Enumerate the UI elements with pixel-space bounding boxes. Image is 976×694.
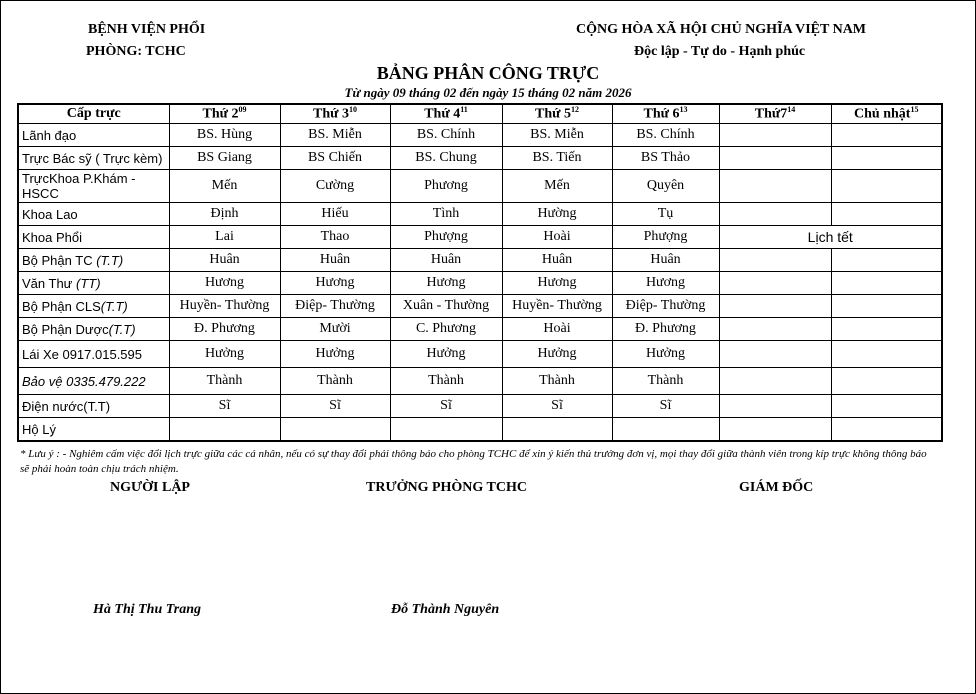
- table-cell: Huân: [390, 249, 502, 272]
- day-header: Thứ $3^{10}$: [280, 104, 390, 124]
- table-cell: [390, 418, 502, 442]
- table-cell: Huân: [280, 249, 390, 272]
- table-cell: [719, 203, 831, 226]
- row-label: Bảo vệ 0335.479.222: [18, 368, 169, 395]
- table-cell: Huyền- Thường: [169, 295, 280, 318]
- table-cell: [719, 341, 831, 368]
- table-row: [18, 272, 942, 295]
- table-cell: Đ. Phương: [169, 318, 280, 341]
- table-cell: Huyền- Thường: [502, 295, 612, 318]
- table-row: [18, 124, 942, 147]
- table-cell: Hương: [612, 272, 719, 295]
- department-name: PHÒNG: TCHC: [86, 44, 186, 59]
- creator-title: NGƯỜI LẬP: [110, 480, 190, 495]
- table-cell: [831, 368, 942, 395]
- table-cell: [831, 341, 942, 368]
- table-row: [18, 295, 942, 318]
- table-cell: Hoài: [502, 226, 612, 249]
- table-cell: Thành: [612, 368, 719, 395]
- table-cell: [719, 395, 831, 418]
- table-cell: Điệp- Thường: [280, 295, 390, 318]
- table-cell: Sĩ: [502, 395, 612, 418]
- head-name: Đỗ Thành Nguyên: [391, 602, 500, 617]
- table-row: [18, 395, 942, 418]
- table-cell: Xuân - Thường: [390, 295, 502, 318]
- table-cell: Phương: [390, 170, 502, 203]
- holiday-schedule-cell: Lịch tết: [719, 226, 942, 249]
- table-cell: [719, 295, 831, 318]
- table-cell: Hưởng: [169, 341, 280, 368]
- table-cell: BS. Chính: [390, 124, 502, 147]
- table-cell: Thành: [280, 368, 390, 395]
- row-label: TrựcKhoa P.Khám - HSCC: [18, 170, 169, 203]
- day-header: Chủ nhật$^{15}$: [831, 104, 942, 124]
- table-cell: Phượng: [612, 226, 719, 249]
- table-cell: [719, 249, 831, 272]
- table-cell: [719, 124, 831, 147]
- table-cell: [831, 272, 942, 295]
- table-cell: BS Chiến: [280, 147, 390, 170]
- table-cell: Hưởng: [612, 341, 719, 368]
- table-cell: [831, 395, 942, 418]
- day-header: Thứ $4^{11}$: [390, 104, 502, 124]
- table-cell: BS. Hùng: [169, 124, 280, 147]
- table-cell: Hương: [390, 272, 502, 295]
- table-cell: [612, 418, 719, 442]
- table-row: [18, 368, 942, 395]
- table-cell: Huân: [612, 249, 719, 272]
- header-row: [18, 104, 942, 124]
- table-row: [18, 147, 942, 170]
- table-cell: Huân: [169, 249, 280, 272]
- table-cell: Thao: [280, 226, 390, 249]
- table-row: [18, 170, 942, 203]
- row-label: Trực Bác sỹ ( Trực kèm): [18, 147, 169, 170]
- table-cell: Sĩ: [390, 395, 502, 418]
- table-cell: Thành: [502, 368, 612, 395]
- hospital-name: BỆNH VIỆN PHỔI: [88, 22, 206, 37]
- table-row: [18, 203, 942, 226]
- nation-title: CỘNG HÒA XÃ HỘI CHỦ NGHĨA VIỆT NAM: [576, 22, 867, 37]
- row-label: Bộ Phận Dược(T.T): [18, 318, 169, 341]
- table-cell: Quyên: [612, 170, 719, 203]
- row-label: Lái Xe 0917.015.595: [18, 341, 169, 368]
- head-title: TRƯỞNG PHÒNG TCHC: [366, 480, 528, 495]
- row-label: Hộ Lý: [18, 418, 169, 442]
- table-cell: Huân: [502, 249, 612, 272]
- table-cell: Mười: [280, 318, 390, 341]
- table-cell: Hương: [502, 272, 612, 295]
- table-cell: [719, 418, 831, 442]
- table-cell: BS. Chính: [612, 124, 719, 147]
- table-cell: [719, 272, 831, 295]
- day-header: Thứ $5^{12}$: [502, 104, 612, 124]
- table-cell: Phượng: [390, 226, 502, 249]
- table-cell: Cường: [280, 170, 390, 203]
- day-header: $Thứ7^{14}$: [719, 104, 831, 124]
- table-cell: [831, 124, 942, 147]
- creator-name: Hà Thị Thu Trang: [93, 602, 202, 617]
- table-cell: Mến: [502, 170, 612, 203]
- table-cell: Hương: [169, 272, 280, 295]
- table-cell: Mến: [169, 170, 280, 203]
- day-header: Thứ $2^{09}$: [169, 104, 280, 124]
- row-label: Khoa Phổi: [18, 226, 169, 249]
- notice-text: * Lưu ý : - Nghiêm cấm việc đổi lịch trực giữa các cá nhân, nếu có sự thay đổi phải thông báo cho phòng TCHC để xin ý kiến thủ trưởng đơn vị, mọi thay đổi giữa thành viên trong kíp trực không thông báo sẽ phải hoàn toàn chịu trách nhiệm.: [20, 448, 927, 475]
- table-row: [18, 341, 942, 368]
- table-cell: [831, 295, 942, 318]
- table-row: [18, 226, 942, 249]
- table-cell: Sĩ: [612, 395, 719, 418]
- table-cell: Điệp- Thường: [612, 295, 719, 318]
- table-cell: Định: [169, 203, 280, 226]
- table-row: [18, 418, 942, 442]
- table-cell: BS. Tiến: [502, 147, 612, 170]
- table-cell: Đ. Phương: [612, 318, 719, 341]
- table-cell: BS. Miễn: [280, 124, 390, 147]
- table-cell: Thành: [390, 368, 502, 395]
- table-cell: [831, 249, 942, 272]
- table-cell: Hưởng: [502, 341, 612, 368]
- table-cell: Tụ: [612, 203, 719, 226]
- table-cell: [831, 147, 942, 170]
- motto: Độc lập - Tự do - Hạnh phúc: [634, 44, 806, 59]
- duty-roster-table: [17, 103, 943, 442]
- document-title: BẢNG PHÂN CÔNG TRỰC: [376, 63, 600, 83]
- table-cell: BS Giang: [169, 147, 280, 170]
- table-cell: Thành: [169, 368, 280, 395]
- row-label: Văn Thư (TT): [18, 272, 169, 295]
- table-cell: Hường: [502, 203, 612, 226]
- table-cell: [831, 203, 942, 226]
- table-cell: [719, 318, 831, 341]
- table-cell: Lai: [169, 226, 280, 249]
- table-cell: Hưởng: [280, 341, 390, 368]
- table-cell: [719, 147, 831, 170]
- table-cell: Hiếu: [280, 203, 390, 226]
- day-header: Thứ $6^{13}$: [612, 104, 719, 124]
- table-cell: Hương: [280, 272, 390, 295]
- table-cell: [831, 170, 942, 203]
- table-cell: Hưởng: [390, 341, 502, 368]
- table-cell: [502, 418, 612, 442]
- table-cell: [831, 418, 942, 442]
- period-range: Từ ngày 09 tháng 02 đến ngày 15 tháng 02 năm 2026: [344, 85, 632, 100]
- table-cell: BS Thảo: [612, 147, 719, 170]
- table-cell: BS. Miễn: [502, 124, 612, 147]
- table-cell: Sĩ: [169, 395, 280, 418]
- row-label: Khoa Lao: [18, 203, 169, 226]
- table-cell: [719, 368, 831, 395]
- table-cell: Sĩ: [280, 395, 390, 418]
- table-row: [18, 318, 942, 341]
- table-cell: Hoài: [502, 318, 612, 341]
- table-cell: [831, 318, 942, 341]
- row-label: Bộ Phận TC (T.T): [18, 249, 169, 272]
- row-label: Lãnh đạo: [18, 124, 169, 147]
- table-cell: Tình: [390, 203, 502, 226]
- table-row: [18, 249, 942, 272]
- table-cell: BS. Chung: [390, 147, 502, 170]
- director-title: GIÁM ĐỐC: [739, 480, 814, 495]
- corner-header: Cấp trực: [18, 104, 169, 124]
- table-cell: C. Phương: [390, 318, 502, 341]
- table-cell: [169, 418, 280, 442]
- row-label: Bộ Phận CLS(T.T): [18, 295, 169, 318]
- table-cell: [280, 418, 390, 442]
- table-cell: [719, 170, 831, 203]
- row-label: Điện nước(T.T): [18, 395, 169, 418]
